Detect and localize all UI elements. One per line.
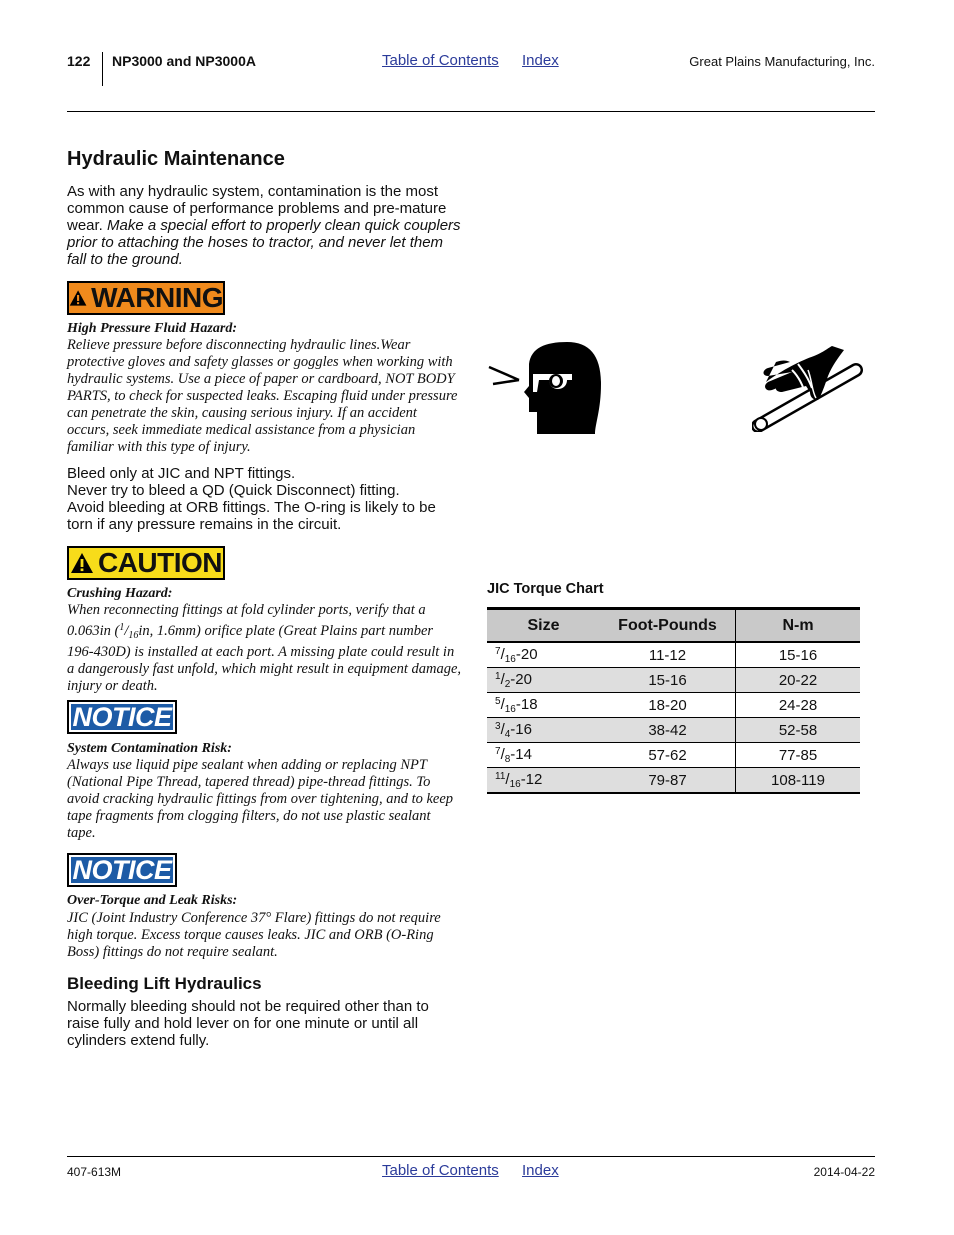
size-cell: $^7/_{16}-20$ xyxy=(487,642,600,668)
table-row xyxy=(487,668,860,693)
fluid-penetration-hand-icon xyxy=(752,340,864,432)
column-header: N-m xyxy=(736,609,861,643)
caution-badge xyxy=(67,546,225,580)
bleed-line: Never try to bleed a QD (Quick Disconnect) fitting. xyxy=(67,482,400,499)
foot-pounds-cell: 18-20 xyxy=(600,693,736,718)
size-cell: $^5/_{16}-18$ xyxy=(487,693,600,718)
doc-number: 407-613M xyxy=(67,1165,122,1179)
bleed-line: Avoid bleeding at ORB fittings. The O-ring is likely to be torn if any pressure remains in the circuit. xyxy=(67,499,436,533)
column-header: Size xyxy=(487,609,600,643)
warning-title: High Pressure Fluid Hazard: xyxy=(67,321,237,336)
footer-index-link[interactable]: Index xyxy=(522,1162,559,1179)
newton-meter-cell: 108-119 xyxy=(736,768,861,794)
footer-rule xyxy=(67,1156,875,1157)
caution-title: Crushing Hazard: xyxy=(67,586,173,601)
header-divider xyxy=(102,52,103,86)
alert-triangle-icon xyxy=(70,552,94,574)
newton-meter-cell: 15-16 xyxy=(736,642,861,668)
size-cell: $^1/_2-20$ xyxy=(487,668,600,693)
size-cell: $^3/_4-16$ xyxy=(487,718,600,743)
table-row xyxy=(487,718,860,743)
foot-pounds-cell: 57-62 xyxy=(600,743,736,768)
intro-paragraph xyxy=(67,183,462,268)
table-row xyxy=(487,642,860,668)
bleed-line: Bleed only at JIC and NPT fittings. xyxy=(67,465,296,482)
column-header: Foot-Pounds xyxy=(600,609,736,643)
newton-meter-cell: 52-58 xyxy=(736,718,861,743)
page-number: 122 xyxy=(67,53,91,69)
warning-body: Relieve pressure before disconnecting hydraulic lines.Wear protective gloves and safety glasses or goggles when working with hydraulic systems. Use a piece of paper or cardboard, NOT BODY PARTS, to check for suspected leaks. Escaping fluid under pressure can penetrate the skin, causing serious injury. If an accident occurs, seek immediate medical assistance from a physician familiar with this type of injury. xyxy=(67,337,458,455)
notice1-title: System Contamination Risk: xyxy=(67,741,232,756)
newton-meter-cell: 24-28 xyxy=(736,693,861,718)
notice2-title: Over-Torque and Leak Risks: xyxy=(67,893,238,908)
doc-title: NP3000 and NP3000A xyxy=(112,53,256,69)
header-rule xyxy=(67,111,875,112)
foot-pounds-cell: 79-87 xyxy=(600,768,736,794)
foot-pounds-cell: 11-12 xyxy=(600,642,736,668)
notice2-body: JIC (Joint Industry Conference 37° Flare) fittings do not require high torque. Excess torque causes leaks. JIC and ORB (O-Ring Boss) fittings do not require sealant. xyxy=(67,910,441,960)
notice-badge xyxy=(67,853,177,887)
caution-body: When reconnecting fittings at fold cylinder ports, verify that a 0.063in ($^1/_{16}in$, 1.6mm) orifice plate (Great Plains part number 196-430D) is installed at each port. A missing plate could result in a dangerously fast unfold, which might result in equipment damage, injury or death. xyxy=(67,602,462,694)
safety-glasses-icon xyxy=(487,340,605,436)
size-cell: $^{11}/_{16}-12$ xyxy=(487,768,600,794)
notice-label: NOTICE xyxy=(72,701,172,732)
intro-italic: Make a special effort to properly clean quick couplers prior to attaching the hoses to tractor, and never let them fall to the ground. xyxy=(67,217,461,268)
table-row xyxy=(487,743,860,768)
bleeding-title: Bleeding Lift Hydraulics xyxy=(67,974,262,993)
section-title: Hydraulic Maintenance xyxy=(67,148,285,170)
jic-torque-table xyxy=(487,607,860,794)
table-row xyxy=(487,693,860,718)
newton-meter-cell: 77-85 xyxy=(736,743,861,768)
foot-pounds-cell: 15-16 xyxy=(600,668,736,693)
doc-date: 2014-04-22 xyxy=(813,1165,875,1179)
header-index-link[interactable]: Index xyxy=(522,52,559,69)
newton-meter-cell: 20-22 xyxy=(736,668,861,693)
header-toc-link[interactable]: Table of Contents xyxy=(382,52,499,69)
warning-badge xyxy=(67,281,225,315)
notice-label: NOTICE xyxy=(72,854,172,885)
foot-pounds-cell: 38-42 xyxy=(600,718,736,743)
warning-label: WARNING xyxy=(91,282,223,313)
bleed-instructions xyxy=(67,465,462,533)
size-cell: $^7/_8-14$ xyxy=(487,743,600,768)
alert-triangle-icon xyxy=(69,287,87,309)
chart-title: JIC Torque Chart xyxy=(487,581,604,597)
company-name: Great Plains Manufacturing, Inc. xyxy=(689,54,875,69)
notice1-body: Always use liquid pipe sealant when adding or replacing NPT (National Pipe Thread, tapered thread) pipe-thread fittings. To avoid cracking hydraulic fittings from over tightening, and to keep tape fragments from clogging filters, do not use plastic sealant tape. xyxy=(67,757,454,841)
footer-toc-link[interactable]: Table of Contents xyxy=(382,1162,499,1179)
intro-plain: As with any hydraulic system, contamination is the most common cause of performance problems and pre-mature wear. xyxy=(67,183,447,234)
bleeding-body: Normally bleeding should not be required other than to raise fully and hold lever on for one minute or until all cylinders extend fully. xyxy=(67,998,429,1049)
caution-label: CAUTION xyxy=(97,547,223,578)
notice-badge xyxy=(67,700,177,734)
table-row xyxy=(487,768,860,794)
